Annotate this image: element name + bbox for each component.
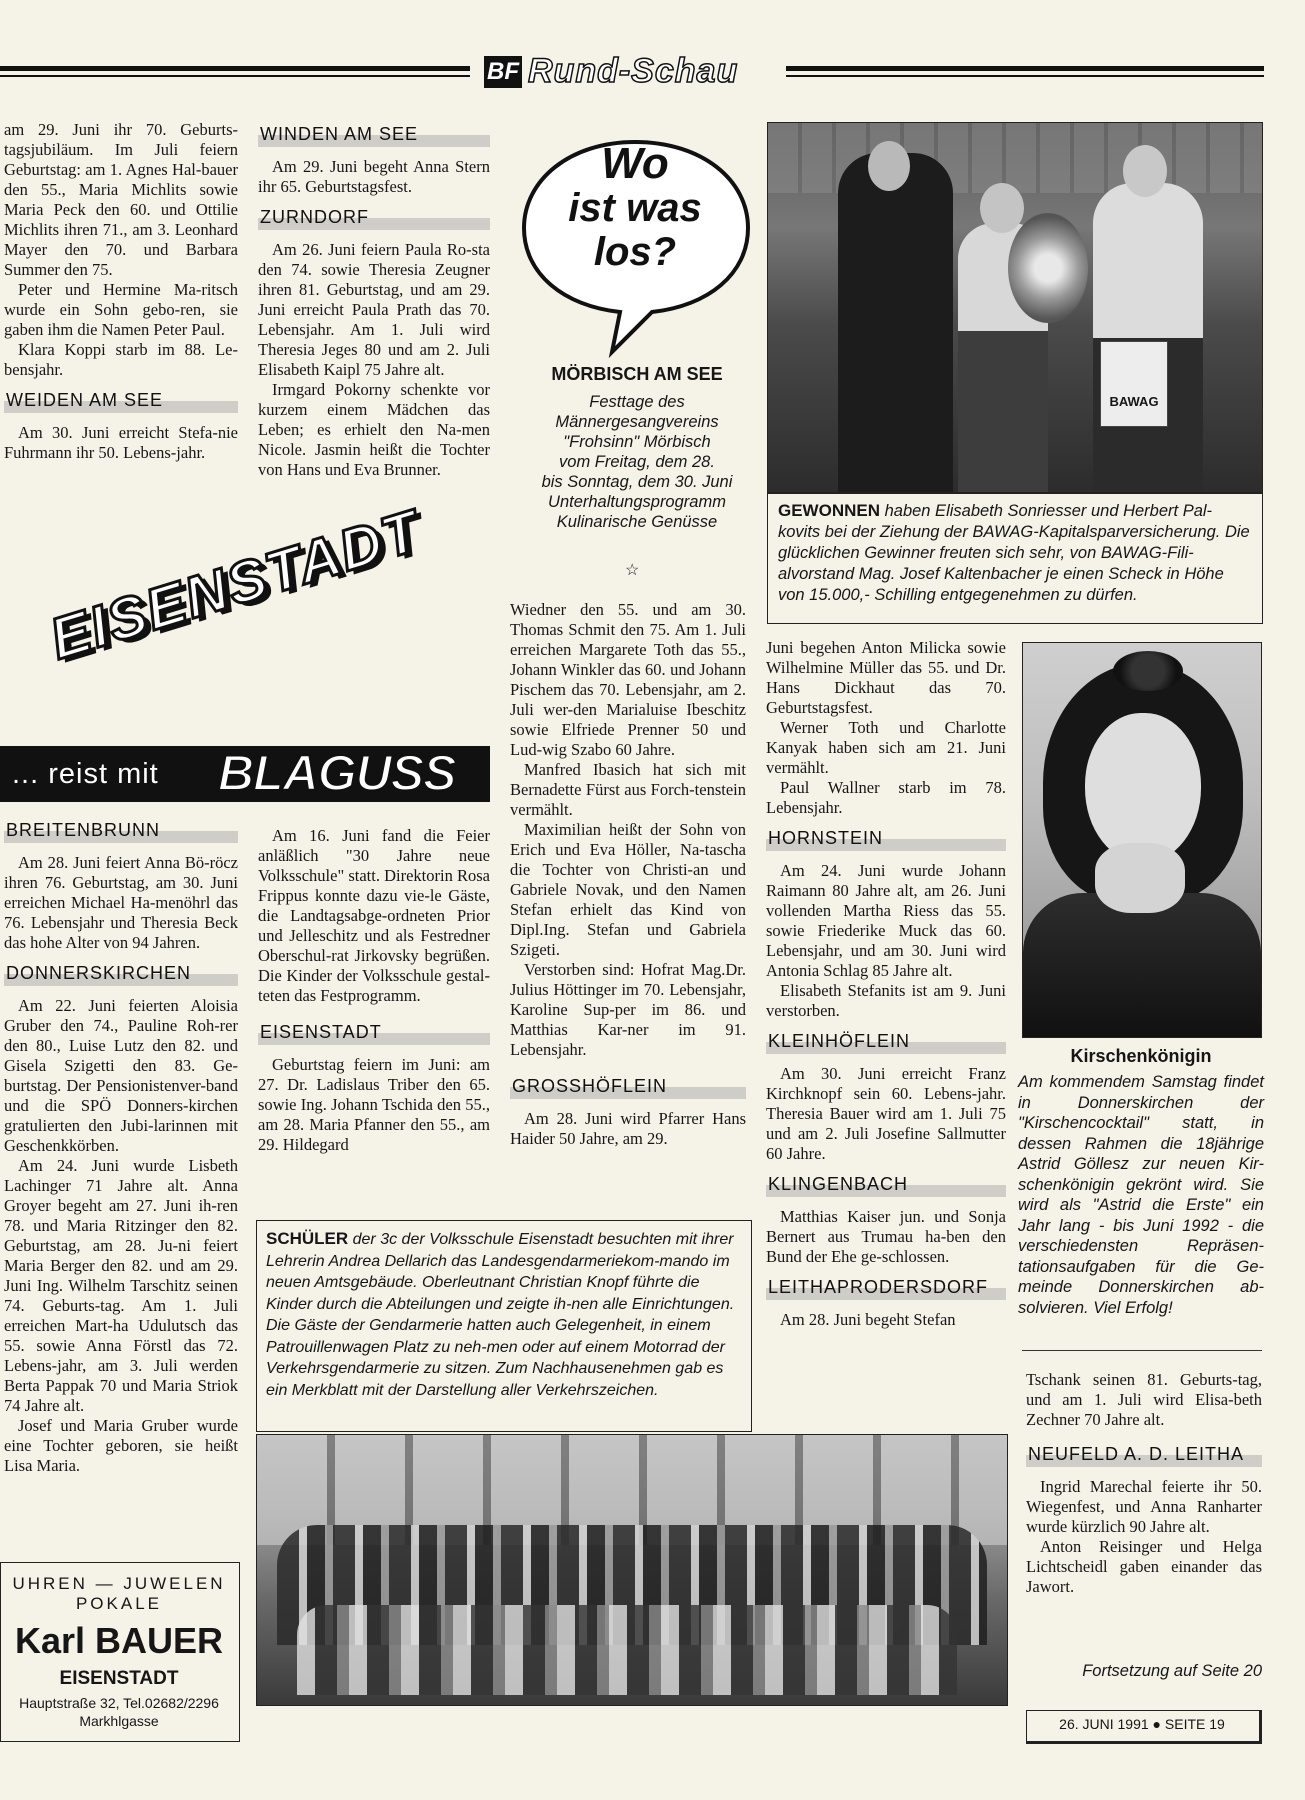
ad-address: [0, 1694, 238, 1730]
caption-text: der 3c der Volksschule Eisenstadt besuchten mit ihrer Lehrerin Andrea Dellarich das Landesgendarmeriekom-mando im neuen Amtsgebäude. Oberleutnant Christian Knopf führte die Kinder durch die Abteilungen und zeigte ih-nen alle Einrichtungen. Die Gäste der Gendarmerie hatten auch Gelegenheit, in einem Patrouillenwagen Platz zu neh-men oder auf einem Motorrad der Verkehrsgendarmerie zu sitzen. Zum Nachhausenehmen gab es ein Merkblatt mit der Darstellung aller Verkehrszeichen.: [266, 1231, 735, 1399]
bubble-line: Wo: [601, 139, 669, 188]
paragraph: Am 30. Juni erreicht Franz Kirchknopf sein 60. Lebens-jahr. Theresia Bauer wird am 1. Juli 75 und am 2. Juli Josefine Sallmutter 60 Jahre.: [766, 1064, 1006, 1163]
paragraph: Paul Wallner starb im 78. Lebensjahr.: [766, 778, 1006, 817]
paragraph: Irmgard Pokorny schenkte vor kurzem einem Mädchen das Leben; es erhielt den Na-men Nicole. Jasmin heißt die Tochter von Hans und Eva Brunner.: [258, 380, 490, 479]
section-heading-kleinhoeflein: KLEINHÖFLEIN: [766, 1029, 1006, 1054]
event-line: Kulinarische Genüsse: [556, 513, 718, 531]
paragraph: Am 28. Juni begeht Stefan: [780, 1310, 956, 1329]
person-figure: [1093, 183, 1203, 493]
paragraph: Werner Toth und Charlotte Kanyak haben sich am 21. Juni vermählt.: [766, 718, 1006, 777]
paragraph: Juni begehen Anton Milicka sowie Wilhelmine Müller das 55. und Dr. Hans Dickhaut das 70. Geburtstagsfest.: [766, 638, 1006, 717]
paragraph: Geburtstag feiern im Juni: am 27. Dr. Ladislaus Triber den 65. sowie Ing. Johann Tschida den 55., am 28. Maria Pfanner den 55., am 29. Hildegard: [258, 1055, 490, 1154]
paragraph: Am 24. Juni wurde Johann Raimann 80 Jahre alt, am 26. Juni vollenden Martha Riess das 55. sowie Friederike Muck das 60. Lebensjahr, und am 30. Juni wird Antonia Schlag 85 Jahre alt.: [766, 861, 1006, 980]
paragraph: Am 28. Juni wird Pfarrer Hans Haider 50 Jahre, am 29.: [510, 1109, 746, 1148]
schueler-caption: [266, 1228, 742, 1401]
masthead-rule-left: [0, 66, 470, 71]
person-head: [1123, 145, 1167, 197]
blaguss-tagline: ... reist mit: [12, 758, 159, 790]
blaguss-logo: BLAGUSS: [218, 745, 456, 801]
event-line: Unterhaltungsprogramm: [548, 493, 726, 511]
ad-tagline: POKALE: [75, 1594, 163, 1613]
event-line: Festtage des: [589, 393, 685, 411]
column-4: [766, 638, 1006, 1330]
paragraph: Verstorben sind: Hofrat Mag.Dr. Julius Höttinger im 70. Lebensjahr, Karoline Sup-per im 86. und Matthias Kar-ner im 91. Lebensjahr.: [510, 960, 746, 1059]
person-head: [868, 141, 910, 191]
paragraph: Matthias Kaiser jun. und Sonja Bernert aus Trumau ha-ben den Bund der Ehe ge-schlossen.: [766, 1207, 1006, 1266]
paragraph: Am 24. Juni wurde Lisbeth Lachinger 71 Jahre alt. Anna Groyer begeht am 27. Juni ih-ren 78. und Maria Ritzinger den 82. Geburtstag, am 28. Ju-ni feiert Maria Berger den 82. und am 29. Juni Ing. Wilhelm Tarschitz seinen 74. Geburts-tag. Am 1. Juli erreichen Mart-ha Udulutsch das 55. sowie Anna Förstl das 72. Lebens-jahr, am 3. Juli werden Berta Pappak 70 und Maria Striok 74 Jahre alt.: [4, 1156, 238, 1415]
paragraph: Am 28. Juni feiert Anna Bö-röcz ihren 76. Geburtstag, am 30. Juni erreichen Michael Ha-menöhrl das 76. Lebensjahr und Theresia Beck das hohe Alter von 94 Jahren.: [4, 853, 238, 952]
paragraph: Manfred Ibasich hat sich mit Bernadette Fürst aus Forch-tenstein vermählt.: [510, 760, 746, 819]
paragraph: Ingrid Marechal feierte ihr 50. Wiegenfest, und Anna Ranharter wurde kürzlich 90 Jahre alt.: [1026, 1477, 1262, 1536]
paragraph: Am 29. Juni begeht Anna Stern ihr 65. Geburtstagsfest.: [258, 157, 490, 196]
bawag-bag: BAWAG: [1100, 341, 1168, 427]
section-heading-winden: WINDEN AM SEE: [258, 122, 490, 147]
masthead-logo: BF: [484, 56, 522, 88]
section-heading-leithaprodersdorf: LEITHAPRODERSDORF: [766, 1275, 1006, 1300]
section-heading-zurndorf: ZURNDORF: [258, 205, 490, 230]
paragraph: Anton Reisinger und Helga Lichtscheidl gaben einander das Jawort.: [1026, 1537, 1262, 1596]
ad-name: Karl BAUER: [14, 1620, 224, 1661]
fortsetzung: Fortsetzung auf Seite 20: [1082, 1662, 1262, 1680]
masthead-rule-left-thin: [0, 75, 470, 77]
ad-city: EISENSTADT: [59, 1668, 179, 1689]
children-group-front: [297, 1605, 957, 1695]
column-1-top: [4, 120, 238, 463]
section-heading-grosshoeflein: GROSSHÖFLEIN: [510, 1074, 746, 1099]
face: [1085, 713, 1201, 863]
kirsch-heading: Kirschenkönigin: [1070, 1046, 1212, 1066]
person-head: [980, 183, 1024, 233]
paragraph: Am 30. Juni erreicht Stefa-nie Fuhrmann ihr 50. Lebens-jahr.: [4, 423, 238, 462]
ad-tagline: UHREN — JUWELEN: [12, 1574, 226, 1593]
caption-lead: GEWONNEN: [778, 501, 880, 520]
photo-schueler-class: [256, 1434, 1008, 1706]
paragraph: Am 22. Juni feierten Aloisia Gruber den 74., Pauline Roh-rer den 80., Luise Lutz den 82. und Gisela Szigetti den 83. Ge-burtstag. Der Pensionistenver-band und die SPÖ Donners-kirchen gratulierten den Jubi-larinnen mit Geschenkkörben.: [4, 996, 238, 1155]
section-heading-hornstein: HORNSTEIN: [766, 826, 1006, 851]
event-line: Männergesangvereins: [555, 413, 719, 431]
masthead-rule-right: [786, 66, 1264, 71]
section-heading-klingenbach: KLINGENBACH: [766, 1172, 1006, 1197]
paragraph: Klara Koppi starb im 88. Le-bensjahr.: [4, 340, 238, 379]
section-heading-breitenbrunn: BREITENBRUNN: [4, 818, 238, 843]
ad-line: [0, 1574, 238, 1614]
section-heading-donnerskirchen: DONNERSKIRCHEN: [4, 961, 238, 986]
paragraph: am 29. Juni ihr 70. Geburts-tagsjubiläum. Im Juli feiern Geburtstag: am 1. Agnes Hal-bauer den 55., Maria Michlits sowie Maria Peck den 60. und Ottilie Michlits ihren 71., am 3. Leonhard Mayer den 70. und Barbara Summer den 75.: [4, 120, 238, 279]
paragraph: Elisabeth Stefanits ist am 9. Juni verstorben.: [766, 981, 1006, 1020]
star-icon: ☆: [625, 562, 640, 579]
section-heading-eisenstadt: EISENSTADT: [258, 1020, 490, 1045]
bubble-line: los?: [593, 230, 677, 274]
photo-kirschenkoenigin: [1022, 642, 1262, 1038]
column-5-bottom: [1026, 1370, 1262, 1597]
column-2-mid: [258, 826, 490, 1155]
caption-lead: SCHÜLER: [266, 1229, 349, 1248]
paragraph: Maximilian heißt der Sohn von Erich und Eva Höller, Na-tascha die Tochter von Christi-an und Gabriele Novak, und den Namen Stefan erhielt das Kind von Dipl.Ing. Stefan und Gabriela Szigeti.: [510, 820, 746, 959]
cherry-crown-icon: [1113, 651, 1183, 691]
column-3-mid: [510, 600, 746, 1149]
divider: [1022, 1350, 1262, 1351]
moerbisch-event: [498, 392, 776, 532]
photo-bawag-winners: [767, 122, 1263, 494]
event-line: "Frohsinn" Mörbisch: [563, 433, 711, 451]
section-heading-weiden: WEIDEN AM SEE: [4, 388, 238, 413]
moerbisch-heading: MÖRBISCH AM SEE: [551, 364, 723, 384]
paragraph: Tschank seinen 81. Geburts-tag, und am 1. Juli wird Elisa-beth Zechner 70 Jahre alt.: [1026, 1370, 1262, 1429]
paragraph: Am 16. Juni fand die Feier anläßlich "30 Jahre neue Volksschule" statt. Direktorin Rosa Frippus konnte dazu vie-le Gäste, die Landtagsabge-ordneten Prior und Jelleschitz und als Festredner Oberschul-rat Jirkovsky begrüßen. Die Kinder der Volksschule gestal-teten das Festprogramm.: [258, 826, 490, 1005]
person-figure: [838, 153, 953, 493]
column-1-bottom: [4, 818, 238, 1476]
wo-ist-was-los-title: [530, 139, 740, 274]
hand: [1095, 843, 1185, 913]
paragraph: Wiedner den 55. und am 30. Thomas Schmit den 75. Am 1. Juli erreichen Margarete Toth das 55., Johann Winkler das 60. und Johann Pischem das 70. Lebensjahr, am 2. Juli wer-den Marialuise Ibeschitz sowie Elfriede Prenner 50 und Lud-wig Szabo 60 Jahre.: [510, 600, 746, 759]
ad-address-line: Markhlgasse: [79, 1713, 159, 1729]
flower-bouquet: [1008, 213, 1088, 323]
bubble-line: ist was: [568, 186, 702, 230]
dress: [1023, 893, 1261, 1037]
ad-address-line: Hauptstraße 32, Tel.02682/2296: [19, 1695, 219, 1711]
section-heading-neufeld: NEUFELD A. D. LEITHA: [1026, 1442, 1262, 1467]
paragraph: Peter und Hermine Ma-ritsch wurde ein Sohn gebo-ren, sie gaben ihm die Namen Peter Paul.: [4, 280, 238, 339]
kirsch-text: Am kommendem Samstag findet in Donnerskirchen der "Kirschencocktail" statt, in dessen Rahmen die 18jährige Astrid Göllesz zur neuen Kir-schenkönigin gekrönt wird. Sie wird als "Astrid die Erste" ein Jahr lang - bis Juni 1992 - die verschiedensten Repräsen-tationsaufgaben für die Ge-meinde Donnerskirchen ab-solvieren. Viel Erfolg!: [1018, 1073, 1264, 1317]
paragraph: Josef und Maria Gruber wurde eine Tochter geboren, sie heißt Lisa Maria.: [4, 1416, 238, 1475]
page-footer: 26. JUNI 1991 ● SEITE 19: [1059, 1716, 1225, 1732]
masthead-rule-right-thin: [786, 75, 1264, 77]
column-2-top: [258, 118, 490, 480]
eisenstadt-banner-title: EISENSTADT: [42, 497, 429, 673]
paragraph: Am 26. Juni feiern Paula Ro-sta den 74. sowie Theresia Zeugner ihren 81. Geburtstag, und am 29. Juni erreicht Paula Prath das 70. Lebensjahr. Am 1. Juli wird Theresia Jeges 80 und am 2. Juli Elisabeth Kaipl 75 Jahre alt.: [258, 240, 490, 379]
event-line: vom Freitag, dem 28.: [559, 453, 715, 471]
caption-text: haben Elisabeth Sonriesser und Herbert Pal-kovits bei der Ziehung der BAWAG-Kapitalsparversicherung. Die glücklichen Gewinner freuten sich sehr, von BAWAG-Fili-alvorstand Mag. Josef Kaltenbacher je einen Scheck in Höhe von 15.000,- Schilling entgegenehmen zu dürfen.: [778, 502, 1250, 604]
photo-caption: [778, 500, 1252, 606]
event-line: bis Sonntag, dem 30. Juni: [541, 473, 733, 491]
masthead-title: Rund-Schau: [528, 52, 739, 90]
